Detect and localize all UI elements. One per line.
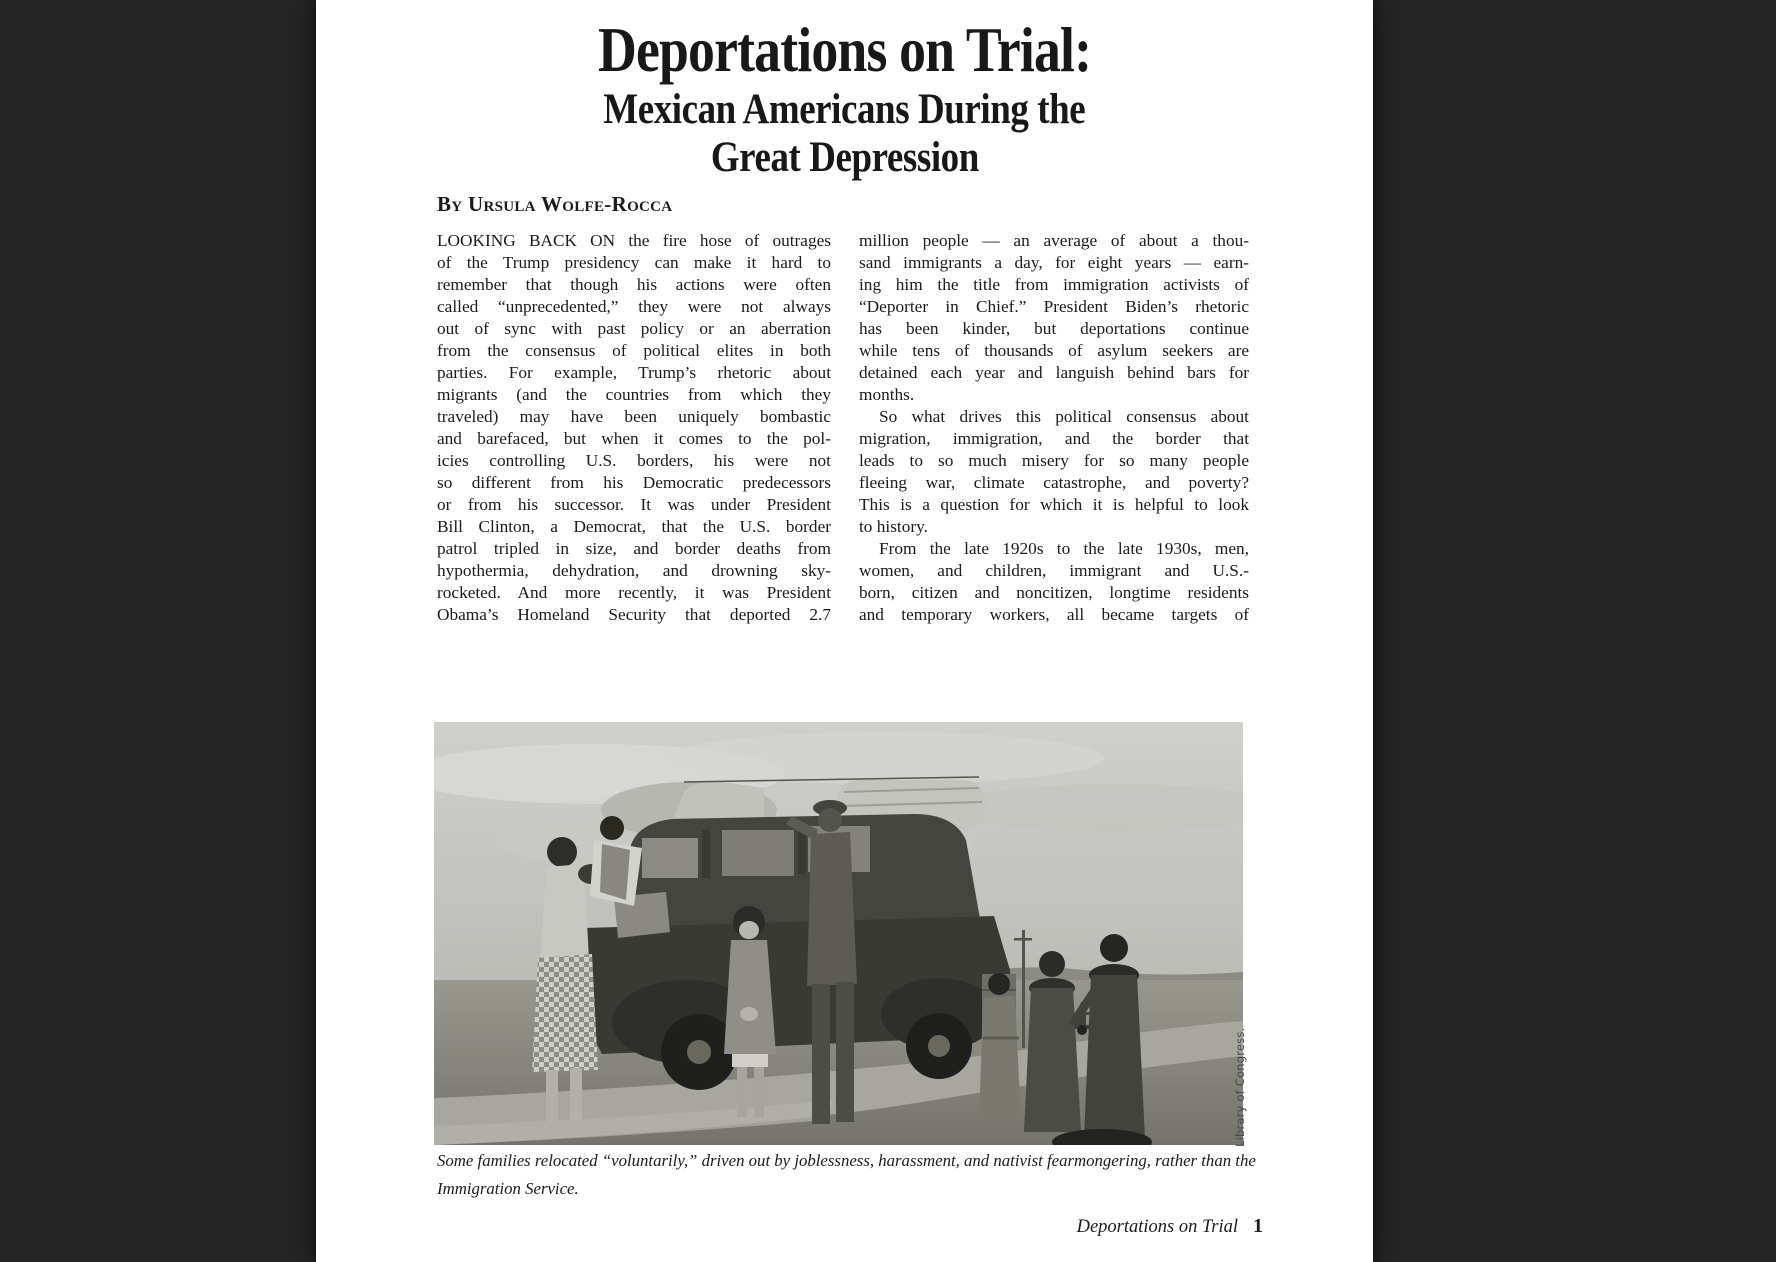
- photo-credit: Library of Congress.: [1233, 1027, 1247, 1147]
- body-text-line: and temporary workers, all became targets of: [859, 605, 1249, 624]
- body-text-line: women, and children, immigrant and U.S.-: [859, 561, 1249, 580]
- body-text-line: out of sync with past policy or an aberration: [437, 319, 831, 338]
- page-footer: [1077, 1215, 1263, 1238]
- body-text-line: leads to so much misery for so many people: [859, 451, 1249, 470]
- photo-caption-line-2: Immigration Service.: [437, 1179, 579, 1198]
- body-text-line: LOOKING BACK ON the fire hose of outrages: [437, 231, 831, 250]
- article-title-block: [316, 16, 1373, 180]
- body-text-line: So what drives this political consensus about: [879, 407, 1249, 426]
- body-text-line: called “unprecedented,” they were not always: [437, 297, 831, 316]
- body-text-line: to history.: [859, 517, 928, 536]
- body-text-line: traveled) may have been uniquely bombastic: [437, 407, 831, 426]
- body-text-line: migrants (and the countries from which they: [437, 385, 831, 404]
- body-text-line: Obama’s Homeland Security that deported 2.7: [437, 605, 831, 624]
- body-text-line: so different from his Democratic predecessors: [437, 473, 831, 492]
- body-text-line: ing him the title from immigration activists of: [859, 275, 1249, 294]
- article-column-2: [859, 230, 1249, 626]
- body-text-line: detained each year and languish behind bars for: [859, 363, 1249, 382]
- article-column-1: [437, 230, 831, 626]
- body-text-line: migration, immigration, and the border that: [859, 429, 1249, 448]
- article-body: [437, 230, 1249, 626]
- body-text-line: patrol tripled in size, and border deaths from: [437, 539, 831, 558]
- body-text-line: rocketed. And more recently, it was President: [437, 583, 831, 602]
- body-text-line: sand immigrants a day, for eight years — earn-: [859, 253, 1249, 272]
- photo-caption: [437, 1147, 1267, 1203]
- body-text-line: born, citizen and noncitizen, longtime residents: [859, 583, 1249, 602]
- body-text-line: million people — an average of about a thou-: [859, 231, 1249, 250]
- body-text-line: hypothermia, dehydration, and drowning sky-: [437, 561, 831, 580]
- family-car-photo: [434, 722, 1247, 1147]
- photo-illustration: [434, 722, 1243, 1145]
- body-text-line: of the Trump presidency can make it hard to: [437, 253, 831, 272]
- body-text-line: icies controlling U.S. borders, his were not: [437, 451, 831, 470]
- document-page: [316, 0, 1373, 1262]
- body-text-line: Bill Clinton, a Democrat, that the U.S. border: [437, 517, 831, 536]
- body-text-line: From the late 1920s to the late 1930s, men,: [879, 539, 1249, 558]
- footer-page-number: 1: [1253, 1215, 1263, 1237]
- body-text-line: months.: [859, 385, 915, 404]
- body-text-line: This is a question for which it is helpful to look: [859, 495, 1249, 514]
- body-text-line: while tens of thousands of asylum seekers are: [859, 341, 1249, 360]
- body-text-line: “Deporter in Chief.” President Biden’s rhetoric: [859, 297, 1249, 316]
- body-text-line: remember that though his actions were often: [437, 275, 831, 294]
- body-text-line: has been kinder, but deportations continue: [859, 319, 1249, 338]
- byline: By Ursula Wolfe-Rocca: [437, 192, 673, 216]
- body-text-line: parties. For example, Trump’s rhetoric about: [437, 363, 831, 382]
- body-text-line: or from his successor. It was under President: [437, 495, 831, 514]
- body-text-line: from the consensus of political elites in both: [437, 341, 831, 360]
- footer-running-title: Deportations on Trial: [1076, 1217, 1238, 1237]
- article-subtitle-line-2: Great Depression: [710, 134, 979, 181]
- body-text-line: fleeing war, climate catastrophe, and poverty?: [859, 473, 1249, 492]
- photo-caption-line-1: Some families relocated “voluntarily,” driven out by joblessness, harassment, and nativist fearmongering, rather than the: [437, 1151, 1256, 1170]
- body-text-line: and barefaced, but when it comes to the pol-: [437, 429, 831, 448]
- article-subtitle-line-1: Mexican Americans During the: [603, 86, 1086, 133]
- page-title: Deportations on Trial:: [597, 14, 1092, 85]
